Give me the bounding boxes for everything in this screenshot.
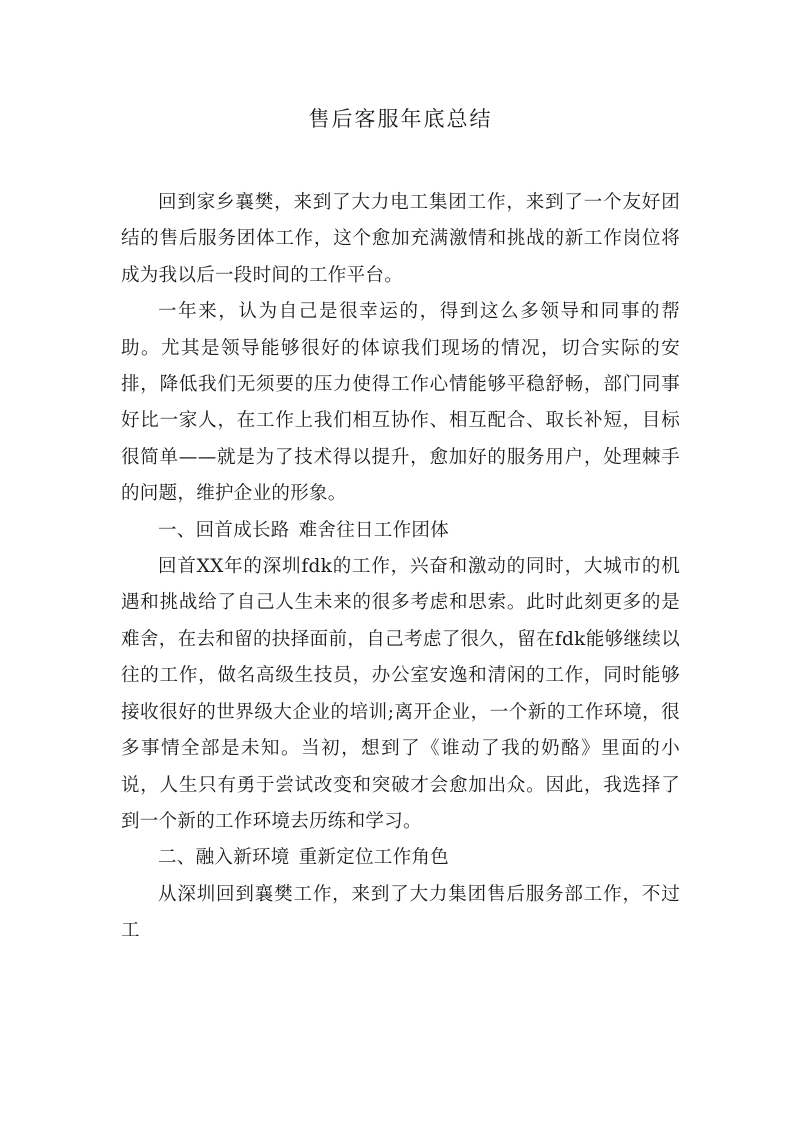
document-title: 售后客服年底总结 — [308, 107, 493, 131]
section-heading-2-part-b: 重新定位工作角色 — [298, 847, 450, 869]
year-review-paragraph: 一年来，认为自己是很幸运的，得到这么多领导和同事的帮助。尤其是领导能够很好的体谅我们现场的情况，切合实际的安排，降低我们无须要的压力使得工作心情能够平稳舒畅，部门同事好比一家人，在工作上我们相互协作、相互配合、取长补短，目标很简单——就是为了技术得以提升，愈加好的服务用户，处理棘手的问题，维护企业的形象。 — [121, 301, 680, 505]
document-body — [121, 185, 680, 950]
section-heading-1-part-b: 难舍往日工作团体 — [298, 519, 450, 541]
section-heading-2 — [121, 840, 680, 876]
section-2-paragraph: 从深圳回到襄樊工作，来到了大力集团售后服务部工作，不过工 — [121, 883, 680, 942]
section-heading-1-part-a: 一、回首成长路 — [158, 519, 290, 541]
section-1-paragraph: 回首XX年的深圳fdk的工作，兴奋和激动的同时，大城市的机遇和挑战给了自己人生未来的很多考虑和思索。此时此刻更多的是难舍，在去和留的抉择面前，自己考虑了很久，留在fdk能够继续以往的工作，做名高级生技员，办公室安逸和清闲的工作，同时能够接收很好的世界级大企业的培训;离开企业，一个新的工作环境，很多事情全部是未知。当初，想到了《谁动了我的奶酪》里面的小说，人生只有勇于尝试改变和突破才会愈加出众。因此，我选择了到一个新的工作环境去历练和学习。 — [121, 556, 680, 832]
section-heading-1 — [121, 513, 680, 549]
section-heading-2-part-a: 二、融入新环境 — [158, 847, 290, 869]
intro-paragraph: 回到家乡襄樊，来到了大力电工集团工作，来到了一个友好团结的售后服务团体工作，这个愈加充满激情和挑战的新工作岗位将成为我以后一段时间的工作平台。 — [121, 192, 680, 286]
